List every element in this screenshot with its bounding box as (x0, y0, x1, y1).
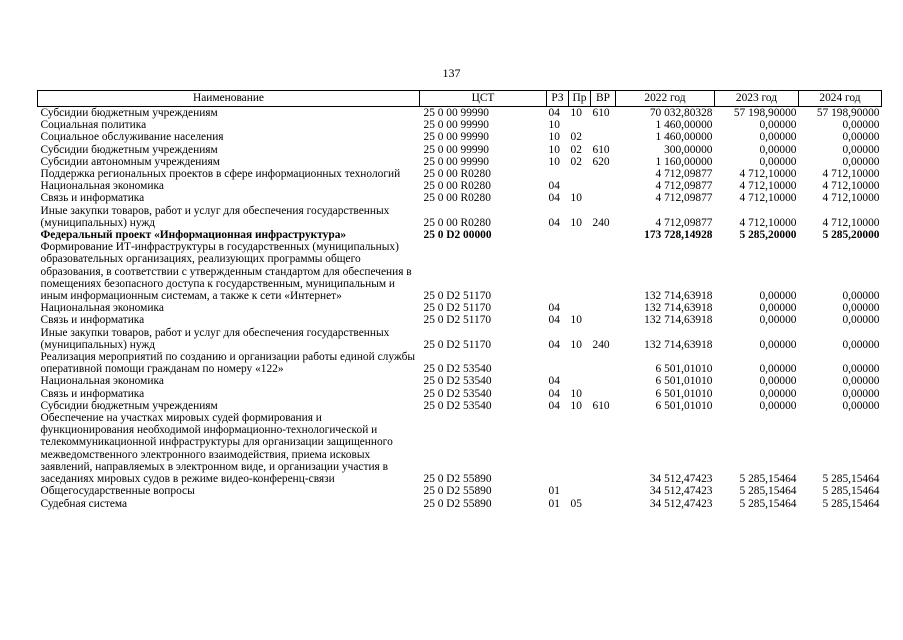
row-vr: 610 (592, 399, 610, 412)
table-row (38, 485, 882, 497)
row-pr (569, 351, 591, 375)
table-row (38, 229, 882, 241)
row-cst: 25 0 D2 53540 (423, 375, 492, 388)
row-amount-2022: 4 712,09877 (655, 168, 713, 181)
row-name: Связь и информатика (40, 387, 145, 400)
row-cst: 25 0 D2 53540 (423, 399, 492, 412)
row-cst: 25 0 00 R0280 (423, 216, 491, 229)
row-cst: 25 0 00 99990 (423, 143, 489, 156)
row-vr: 240 (592, 216, 610, 229)
row-amount-2022: 132 714,63918 (644, 290, 713, 303)
row-amount-2023: 0,00000 (759, 302, 797, 315)
row-name: Социальное обслуживание населения (40, 131, 224, 144)
row-rz: 04 (548, 314, 560, 327)
column-header-2023: 2023 год (715, 91, 799, 107)
table-row (38, 144, 882, 156)
row-amount-2022: 6 501,01010 (655, 399, 713, 412)
row-amount-2024: 0,00000 (842, 302, 880, 315)
row-vr: 620 (592, 155, 610, 168)
row-amount-2022: 6 501,01010 (655, 387, 713, 400)
row-rz: 04 (548, 338, 560, 351)
row-pr (569, 180, 591, 192)
row-amount-2023: 5 285,15464 (739, 485, 797, 498)
row-amount-2024: 0,00000 (842, 119, 880, 132)
row-amount-2023: 5 285,20000 (739, 229, 797, 242)
row-rz: 04 (548, 216, 560, 229)
row-amount-2022: 132 714,63918 (644, 314, 713, 327)
row-name: Иные закупки товаров, работ и услуг для обеспечения государственных (муниципальных) нужд (40, 326, 390, 351)
row-amount-2023: 0,00000 (759, 131, 797, 144)
row-rz: 10 (548, 143, 560, 156)
row-amount-2023: 4 712,10000 (739, 216, 797, 229)
table-row (38, 241, 882, 302)
row-amount-2022: 173 728,14928 (644, 229, 713, 242)
row-amount-2022: 6 501,01010 (655, 375, 713, 388)
page-number: 137 (442, 66, 461, 80)
column-header-2022: 2022 год (616, 91, 715, 107)
row-amount-2022: 1 460,00000 (655, 119, 713, 132)
row-vr (591, 388, 616, 400)
row-cst: 25 0 00 R0280 (423, 168, 491, 181)
row-cst: 25 0 00 R0280 (423, 180, 491, 193)
row-vr (591, 351, 616, 375)
row-pr: 10 (570, 192, 582, 205)
row-name: Реализация мероприятий по созданию и организации работы единой службы оперативной помощи гражданам по номеру «122» (40, 351, 416, 376)
row-pr: 02 (570, 155, 582, 168)
row-amount-2022: 132 714,63918 (644, 338, 713, 351)
row-amount-2022: 1 460,00000 (655, 131, 713, 144)
row-amount-2022: 300,00000 (664, 143, 713, 156)
row-amount-2024: 0,00000 (842, 314, 880, 327)
row-cst: 25 0 00 99990 (423, 107, 489, 119)
row-vr (591, 180, 616, 192)
row-name: Национальная экономика (40, 375, 164, 388)
table-row (38, 131, 882, 143)
row-name: Национальная экономика (40, 180, 164, 193)
row-pr: 10 (570, 314, 582, 327)
row-rz (547, 168, 569, 180)
table-row (38, 412, 882, 485)
row-vr (591, 314, 616, 326)
row-pr: 10 (570, 338, 582, 351)
row-vr (591, 241, 616, 302)
row-amount-2024: 5 285,15464 (822, 485, 880, 498)
row-name: Субсидии автономным учреждениям (40, 155, 220, 168)
row-amount-2023: 5 285,15464 (739, 473, 797, 486)
row-amount-2024: 4 712,10000 (822, 180, 880, 193)
row-amount-2024: 0,00000 (842, 290, 880, 303)
table-row (38, 375, 882, 387)
row-pr (569, 229, 591, 241)
row-amount-2024: 0,00000 (842, 375, 880, 388)
row-name: Общегосударственные вопросы (40, 485, 195, 498)
column-header-name: Наименование (38, 91, 420, 107)
row-vr (591, 131, 616, 143)
row-name: Национальная экономика (40, 302, 164, 315)
row-amount-2024: 5 285,20000 (822, 229, 880, 242)
table-row (38, 351, 882, 375)
row-amount-2023: 57 198,90000 (733, 107, 797, 119)
row-amount-2022: 34 512,47423 (649, 473, 713, 486)
table-row (38, 180, 882, 192)
row-vr (591, 375, 616, 387)
row-amount-2022: 6 501,01010 (655, 363, 713, 376)
row-vr: 610 (592, 107, 610, 119)
row-amount-2023: 4 712,10000 (739, 192, 797, 205)
row-amount-2022: 1 160,00000 (655, 155, 713, 168)
row-amount-2024: 4 712,10000 (822, 192, 880, 205)
row-pr: 10 (570, 387, 582, 400)
row-pr: 05 (570, 497, 582, 510)
row-cst: 25 0 00 99990 (423, 155, 489, 168)
column-header-pr: Пр (569, 91, 591, 107)
row-rz: 10 (548, 119, 560, 132)
budget-table (37, 90, 882, 510)
row-amount-2022: 4 712,09877 (655, 216, 713, 229)
row-cst: 25 0 D2 55890 (423, 497, 492, 510)
row-cst: 25 0 D2 53540 (423, 363, 492, 376)
row-rz (547, 351, 569, 375)
table-body (38, 107, 882, 510)
row-amount-2022: 132 714,63918 (644, 302, 713, 315)
table-row (38, 107, 882, 120)
table-row (38, 327, 882, 351)
row-pr: 02 (570, 143, 582, 156)
row-amount-2024: 5 285,15464 (822, 473, 880, 486)
row-amount-2024: 0,00000 (842, 399, 880, 412)
row-name: Обеспечение на участках мировых судей формирования и функционирования необходимой информационно-технологической и телекоммуникационной инфраструктуры для организации защищенного межведомственного электронного взаимодействия, приема исковых заявлений, направляемых в электронном виде, и организации участия в заседаниях мировых судов в режиме видео-конференц-связи (40, 412, 393, 486)
table-row (38, 205, 882, 229)
table-row (38, 314, 882, 326)
row-vr (591, 192, 616, 204)
row-amount-2023: 0,00000 (759, 155, 797, 168)
row-name: Иные закупки товаров, работ и услуг для обеспечения государственных (муниципальных) нужд (40, 204, 390, 229)
row-amount-2022: 4 712,09877 (655, 192, 713, 205)
row-amount-2022: 34 512,47423 (649, 485, 713, 498)
row-name: Формирование ИТ-инфраструктуры в государственных (муниципальных) образовательных организациях, реализующих программы общего образования, в соответствии с утвержденным стандартом для обеспечения в помещениях безопасного доступа к государственным, муниципальным и иным информационным системам, а также к сети «Интернет» (40, 241, 412, 303)
row-amount-2024: 0,00000 (842, 338, 880, 351)
row-cst: 25 0 00 99990 (423, 119, 489, 132)
table-row (38, 388, 882, 400)
row-amount-2024: 0,00000 (842, 363, 880, 376)
row-amount-2023: 0,00000 (759, 314, 797, 327)
row-cst: 25 0 D2 55890 (423, 485, 492, 498)
row-cst: 25 0 D2 53540 (423, 387, 492, 400)
row-pr: 10 (570, 216, 582, 229)
row-amount-2023: 0,00000 (759, 119, 797, 132)
column-header-cst: ЦСТ (420, 91, 547, 107)
row-cst: 25 0 D2 51170 (423, 338, 492, 351)
row-rz: 10 (548, 131, 560, 144)
row-pr (569, 412, 591, 485)
row-amount-2024: 0,00000 (842, 155, 880, 168)
row-pr: 10 (570, 107, 582, 119)
row-amount-2023: 0,00000 (759, 143, 797, 156)
row-vr (591, 229, 616, 241)
row-amount-2023: 5 285,15464 (739, 497, 797, 510)
row-rz: 04 (548, 387, 560, 400)
row-amount-2023: 0,00000 (759, 375, 797, 388)
row-rz: 04 (548, 375, 560, 388)
row-rz: 04 (548, 302, 560, 315)
row-rz (547, 412, 569, 485)
row-vr: 610 (592, 143, 610, 156)
row-pr (569, 375, 591, 387)
row-rz: 04 (548, 107, 560, 119)
row-pr (569, 168, 591, 180)
table-row (38, 302, 882, 314)
row-cst: 25 0 00 R0280 (423, 192, 491, 205)
table-row (38, 119, 882, 131)
row-cst: 25 0 D2 51170 (423, 302, 492, 315)
row-amount-2023: 4 712,10000 (739, 168, 797, 181)
row-rz: 10 (548, 155, 560, 168)
row-cst: 25 0 D2 55890 (423, 473, 492, 486)
row-pr: 10 (570, 399, 582, 412)
table-row (38, 192, 882, 204)
row-name: Связь и информатика (40, 314, 145, 327)
row-vr (591, 485, 616, 497)
row-name: Поддержка региональных проектов в сфере информационных технологий (40, 168, 401, 181)
row-vr (591, 302, 616, 314)
row-amount-2024: 57 198,90000 (816, 107, 880, 119)
row-rz: 04 (548, 192, 560, 205)
row-name: Федеральный проект «Информационная инфраструктура» (40, 229, 347, 242)
row-rz: 04 (548, 180, 560, 193)
row-name: Субсидии бюджетным учреждениям (40, 107, 218, 119)
row-name: Субсидии бюджетным учреждениям (40, 143, 218, 156)
row-amount-2023: 0,00000 (759, 363, 797, 376)
row-vr (591, 119, 616, 131)
row-rz (547, 229, 569, 241)
row-rz: 01 (548, 485, 560, 498)
row-amount-2024: 0,00000 (842, 131, 880, 144)
row-pr (569, 119, 591, 131)
row-amount-2024: 0,00000 (842, 143, 880, 156)
table-header-row (38, 91, 882, 107)
row-amount-2023: 0,00000 (759, 399, 797, 412)
row-name: Субсидии бюджетным учреждениям (40, 399, 218, 412)
table-row (38, 168, 882, 180)
column-header-2024: 2024 год (799, 91, 882, 107)
row-name: Судебная система (40, 497, 128, 510)
row-amount-2023: 0,00000 (759, 387, 797, 400)
row-cst: 25 0 D2 00000 (423, 229, 492, 242)
row-amount-2022: 70 032,80328 (649, 107, 713, 119)
row-vr (591, 168, 616, 180)
row-amount-2022: 34 512,47423 (649, 497, 713, 510)
row-amount-2024: 5 285,15464 (822, 497, 880, 510)
row-cst: 25 0 D2 51170 (423, 290, 492, 303)
row-pr: 02 (570, 131, 582, 144)
row-cst: 25 0 D2 51170 (423, 314, 492, 327)
row-vr (591, 412, 616, 485)
table-row (38, 498, 882, 510)
row-pr (569, 485, 591, 497)
table-row (38, 156, 882, 168)
row-vr (591, 498, 616, 510)
row-name: Социальная политика (40, 119, 147, 132)
row-amount-2024: 0,00000 (842, 387, 880, 400)
row-amount-2023: 0,00000 (759, 338, 797, 351)
row-name: Связь и информатика (40, 192, 145, 205)
row-pr (569, 241, 591, 302)
row-cst: 25 0 00 99990 (423, 131, 489, 144)
row-rz: 04 (548, 399, 560, 412)
row-rz: 01 (548, 497, 560, 510)
row-amount-2024: 4 712,10000 (822, 168, 880, 181)
row-amount-2023: 4 712,10000 (739, 180, 797, 193)
column-header-vr: ВР (591, 91, 616, 107)
table-row (38, 400, 882, 412)
row-pr (569, 302, 591, 314)
row-amount-2023: 0,00000 (759, 290, 797, 303)
row-amount-2024: 4 712,10000 (822, 216, 880, 229)
row-rz (547, 241, 569, 302)
row-vr: 240 (592, 338, 610, 351)
row-amount-2022: 4 712,09877 (655, 180, 713, 193)
column-header-rz: РЗ (547, 91, 569, 107)
